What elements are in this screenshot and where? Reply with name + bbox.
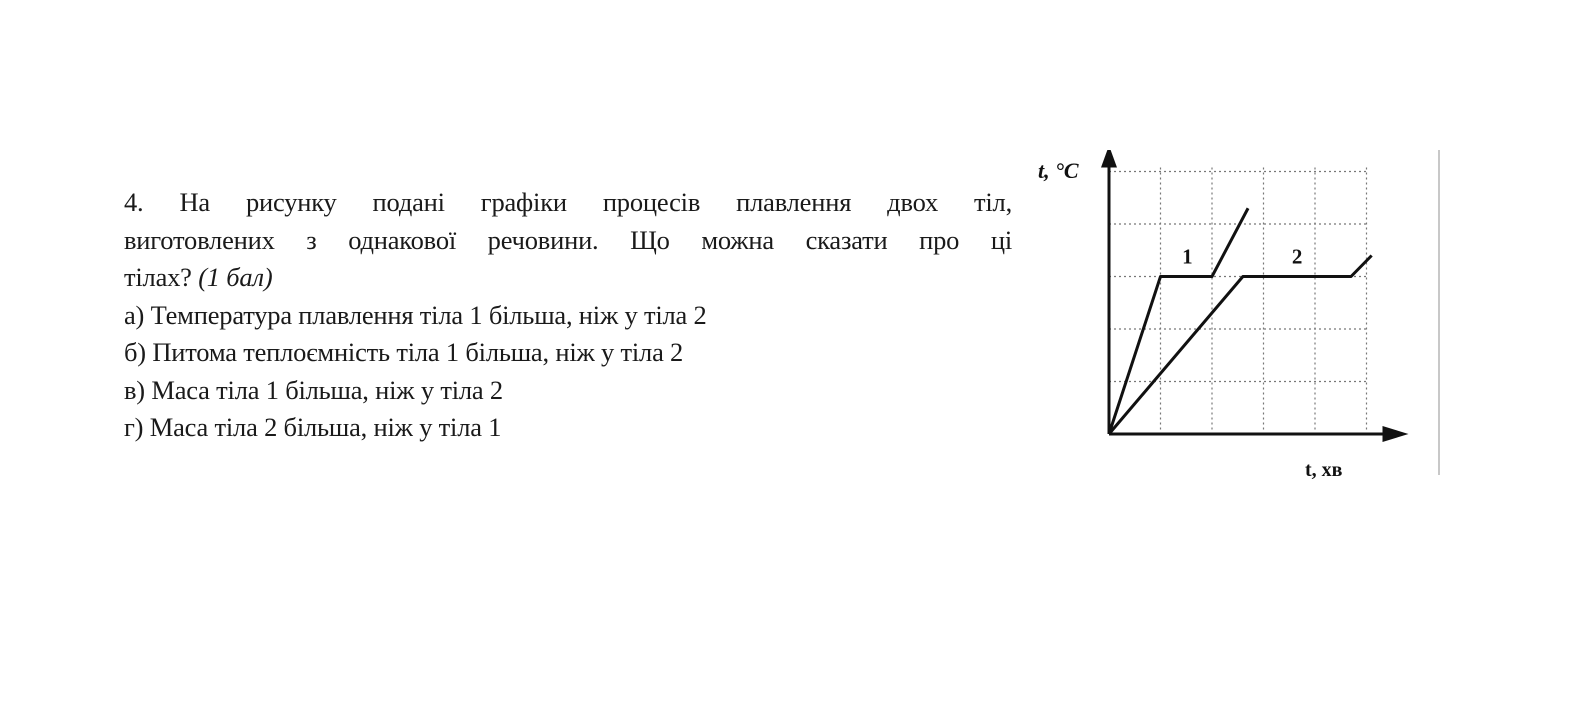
question-number: 4. [124,187,144,217]
y-axis-label: t, °C [1038,158,1079,183]
option-a: а) Температура плавлення тіла 1 більша, ніж у тіла 2 [124,299,707,330]
chart-axes [1038,150,1409,480]
figure-divider [1438,150,1440,475]
y-axis-arrow [1101,150,1117,168]
chart-grid [1109,168,1369,435]
melting-chart [1030,150,1442,480]
option-b: б) Питома теплоємність тіла 1 більша, ніж у тіла 2 [124,337,684,367]
x-axis-label: t, хв [1305,459,1343,480]
question-text-2: виготовлених з однакової речовини. Що можна сказати про ці [124,224,1012,255]
question-line-1 [124,184,1024,222]
question-text-3: тілах? [124,262,192,292]
question-block [124,184,1024,447]
question-line-2 [124,222,1024,260]
option-c: в) Маса тіла 1 більша, ніж у тіла 2 [124,374,503,405]
series-line-1 [1109,208,1248,434]
question-text-1: На рисунку подані графіки процесів плавлення двох тіл, [179,187,1012,217]
melting-chart-svg [1030,150,1442,480]
series-label-2: 2 [1291,244,1303,269]
question-points: (1 бал) [198,262,273,292]
option-d: г) Маса тіла 2 більша, ніж у тіла 1 [124,412,502,442]
chart-series [1109,208,1372,434]
series-label-1: 1 [1182,244,1193,269]
question-line-3 [124,259,1024,297]
series-line-2 [1109,256,1372,435]
x-axis-arrow [1383,426,1409,442]
